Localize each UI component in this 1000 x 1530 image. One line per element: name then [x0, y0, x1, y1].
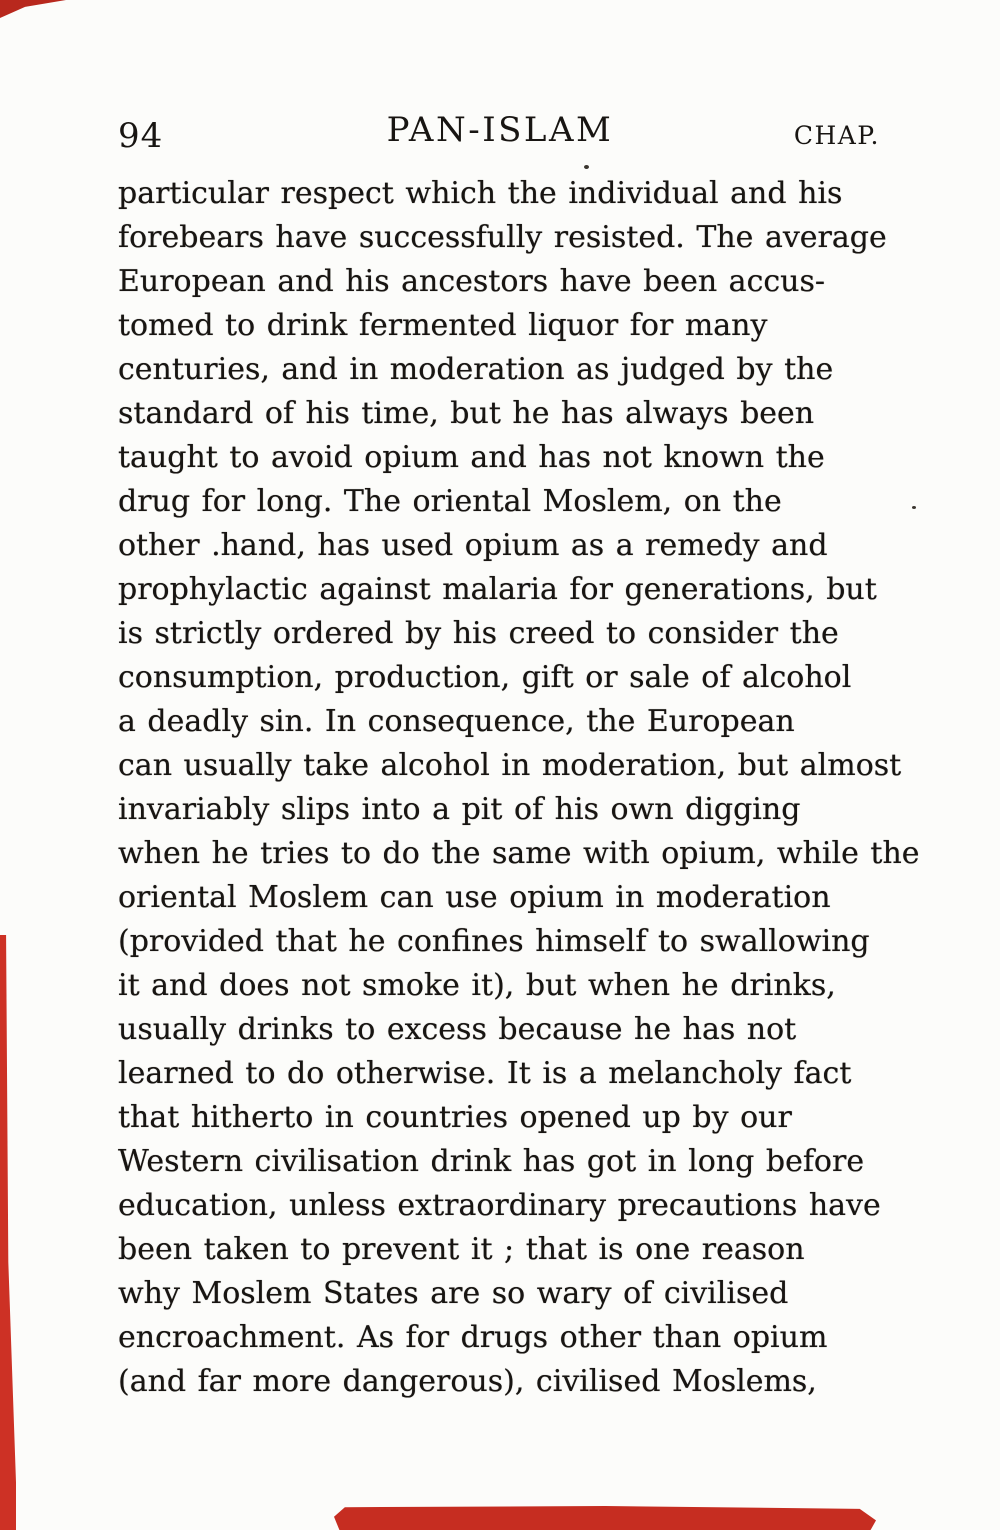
text-line: (provided that he confines himself to swallowing — [118, 924, 870, 959]
text-line: that hitherto in countries opened up by our — [118, 1100, 792, 1135]
text-line: encroachment. As for drugs other than opium — [118, 1320, 828, 1355]
text-line: tomed to drink fermented liquor for many — [118, 308, 768, 343]
text-line: been taken to prevent it ; that is one reason — [118, 1232, 805, 1267]
text-line: standard of his time, but he has always been — [118, 396, 815, 431]
text-line: learned to do otherwise. It is a melancholy fact — [118, 1056, 852, 1091]
text-line: oriental Moslem can use opium in moderation — [118, 880, 831, 915]
scan-edge-mark-top-left — [0, 0, 66, 18]
text-line: invariably slips into a pit of his own digging — [118, 792, 801, 827]
text-line: centuries, and in moderation as judged by the — [118, 352, 834, 387]
text-line: is strictly ordered by his creed to consider the — [118, 616, 839, 651]
ink-speck — [584, 165, 589, 169]
ink-speck — [912, 506, 916, 509]
text-line: other .hand, has used opium as a remedy and — [118, 528, 828, 563]
text-line: drug for long. The oriental Moslem, on the — [118, 484, 782, 519]
text-line: can usually take alcohol in moderation, but almost — [118, 748, 902, 783]
page-number: 94 — [118, 116, 164, 156]
text-line: when he tries to do the same with opium, while the — [118, 836, 920, 871]
text-line: consumption, production, gift or sale of alcohol — [118, 660, 852, 695]
text-line: Western civilisation drink has got in long before — [118, 1144, 865, 1179]
text-line: prophylactic against malaria for generations, but — [118, 572, 877, 607]
chapter-label: CHAP. — [793, 121, 880, 150]
scan-edge-mark-bottom — [334, 1506, 876, 1530]
text-line: why Moslem States are so wary of civilised — [118, 1276, 789, 1311]
text-line: usually drinks to excess because he has not — [118, 1012, 797, 1047]
text-line: it and does not smoke it), but when he drinks, — [118, 968, 836, 1003]
text-line: (and far more dangerous), civilised Moslems, — [118, 1364, 817, 1399]
text-line: European and his ancestors have been accus- — [118, 264, 826, 299]
text-line: taught to avoid opium and has not known the — [118, 440, 825, 475]
scan-edge-mark-left — [0, 935, 16, 1530]
text-line: particular respect which the individual and his — [118, 176, 843, 211]
text-line: forebears have successfully resisted. The average — [118, 220, 887, 255]
running-head — [118, 110, 882, 156]
body-text — [118, 172, 920, 1404]
text-line: a deadly sin. In consequence, the European — [118, 704, 795, 739]
text-line: education, unless extraordinary precautions have — [118, 1188, 881, 1223]
running-title: PAN-ISLAM — [386, 110, 614, 150]
